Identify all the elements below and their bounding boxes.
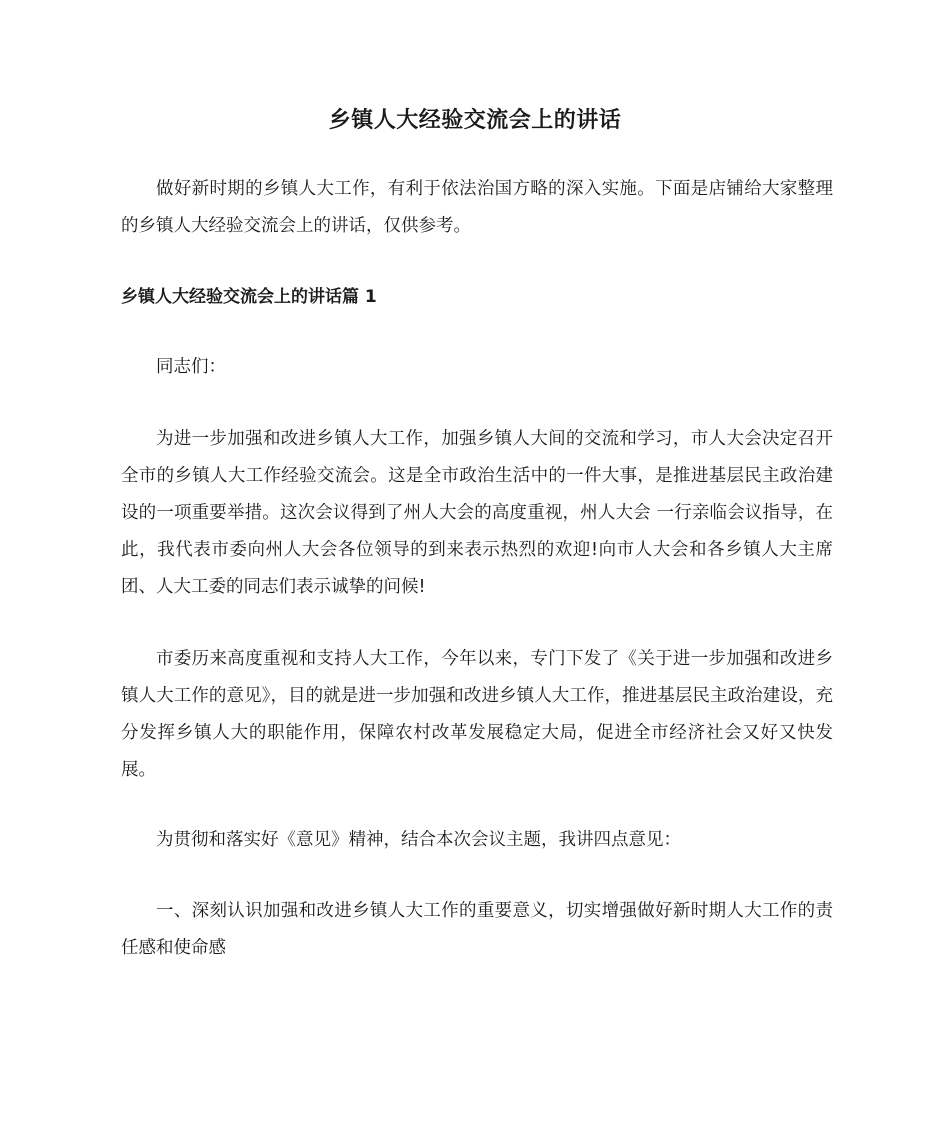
document-title: 乡镇人大经验交流会上的讲话 [328, 107, 622, 133]
body-paragraph: 为贯彻和落实好《意见》精神，结合本次会议主题，我讲四点意见： [156, 830, 681, 850]
body-paragraph: 市委历来高度重视和支持人大工作，今年以来，专门下发了《关于进一步加强和改进乡镇人大工作的意见》，目的就是进一步加强和改进乡镇人大工作，推进基层民主政治建设，充分发挥乡镇人大的职能作用，保障农村改革发展稳定大局，促进全市经济社会又好又快发展。 [121, 649, 833, 780]
body-paragraph: 一、深刻认识加强和改进乡镇人大工作的重要意义，切实增强做好新时期人大工作的责任感和使命感 [121, 901, 833, 958]
body-paragraph: 为进一步加强和改进乡镇人大工作，加强乡镇人大间的交流和学习，市人大会决定召开全市的乡镇人大工作经验交流会。这是全市政治生活中的一件大事，是推进基层民主政治建设的一项重要举措。这次会议得到了州人大会的高度重视，州人大会 一行亲临会议指导，在此，我代表市委向州人大会各位领导的到来表示热烈的欢迎!向市人大会和各乡镇人大主席团、人大工委的同志们表示诚挚的问候! [121, 429, 833, 597]
greeting-paragraph: 同志们： [156, 357, 226, 377]
section-heading: 乡镇人大经验交流会上的讲话篇 1 [121, 287, 377, 307]
intro-paragraph: 做好新时期的乡镇人大工作，有利于依法治国方略的深入实施。下面是店铺给大家整理的乡镇人大经验交流会上的讲话，仅供参考。 [121, 179, 833, 236]
